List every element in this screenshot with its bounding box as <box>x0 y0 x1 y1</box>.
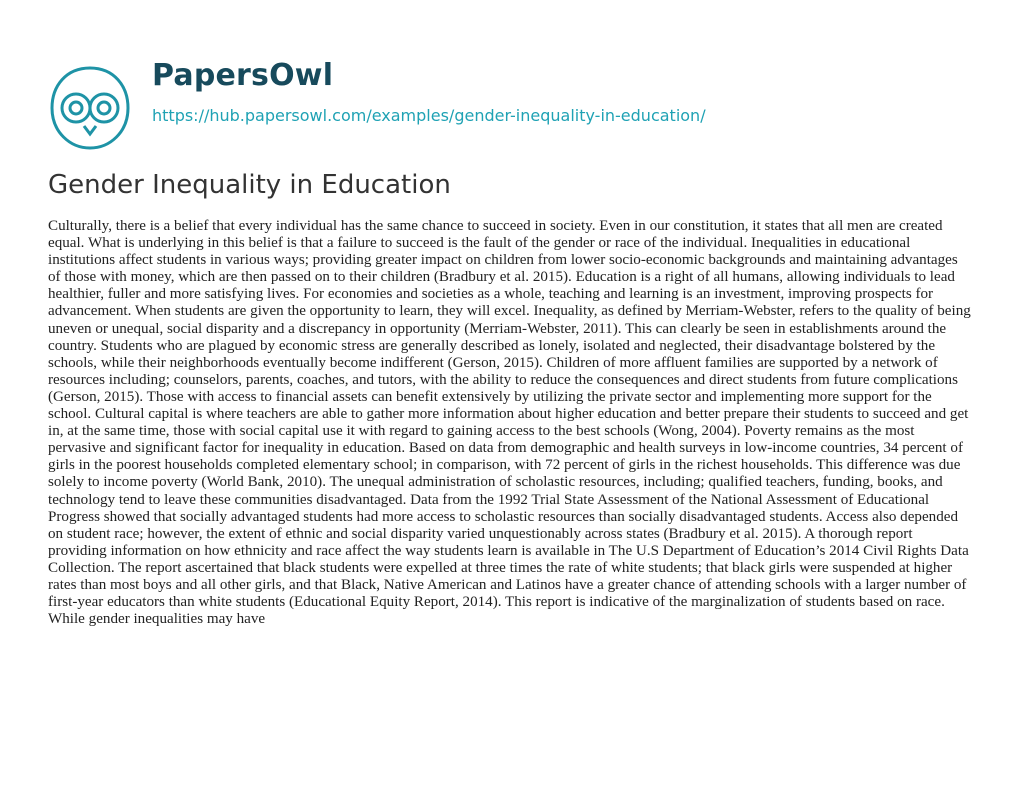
page-header <box>0 0 1024 160</box>
brand-name[interactable]: PapersOwl <box>152 58 334 93</box>
owl-logo-svg <box>44 62 136 154</box>
article-body: Culturally, there is a belief that every individual has the same chance to succeed in society. Even in our constitution, it states that all men are created equal. What is underlying in this belief is that a failure to succeed is the fault of the gender or race of the individual. Inequalities in educational institutions affect students in various ways; providing greater impact on children from lower socio-economic backgrounds and maintaining advantages of those with money, which are then passed on to their children (Bradbury et al. 2015). Education is a right of all humans, allowing individuals to lead healthier, fuller and more satisfying lives. For economies and societies as a whole, teaching and learning is an investment, improving prospects for advancement. When students are given the opportunity to learn, they will excel. Inequality, as defined by Merriam-Webster, refers to the quality of being uneven or unequal, social disparity and a discrepancy in opportunity (Merriam-Webster, 2011). This can clearly be seen in establishments around the country. Students who are plagued by economic stress are generally described as lonely, isolated and neglected, their disadvantage bolstered by the schools, while their neighborhoods eventually become indifferent (Gerson, 2015). Children of more affluent families are supported by a network of resources including; counselors, parents, coaches, and tutors, with the ability to reduce the consequences and direct students from future complications (Gerson, 2015). Those with access to financial assets can benefit extensively by utilizing the private sector and implementing more support for the school. Cultural capital is where teachers are able to gather more information about higher education and better prepare their students to succeed and get in, at the same time, those with social capital use it with regard to gaining access to the best schools (Wong, 2004). Poverty remains as the most pervasive and significant factor for inequality in education. Based on data from demographic and health surveys in low-income countries, 34 percent of girls in the poorest households completed elementary school; in comparison, with 72 percent of girls in the richest households. This difference was due solely to income poverty (World Bank, 2010). The unequal administration of scholastic resources, including; qualified teachers, funding, books, and technology tend to leave these communities disadvantaged. Data from the 1992 Trial State Assessment of the National Assessment of Educational Progress showed that socially advantaged students had more access to scholastic resources than socially disadvantaged students. Access also depended on student race; however, the extent of ethnic and social disparity varied unquestionably across states (Bradbury et al. 2015). A thorough report providing information on how ethnicity and race affect the way students learn is available in The U.S Department of Education’s 2014 Civil Rights Data Collection. The report ascertained that black students were expelled at three times the rate of white students; that black girls were suspended at higher rates than most boys and all other girls, and that Black, Native American and Latinos have a greater chance of attending schools with a larger number of first-year educators than white students (Educational Equity Report, 2014). This report is indicative of the marginalization of students based on race. While gender inequalities may have <box>48 218 971 628</box>
article-url-link[interactable]: https://hub.papersowl.com/examples/gender-inequality-in-education/ <box>152 106 706 125</box>
owl-logo-icon[interactable] <box>44 62 136 154</box>
page-title: Gender Inequality in Education <box>48 170 451 200</box>
